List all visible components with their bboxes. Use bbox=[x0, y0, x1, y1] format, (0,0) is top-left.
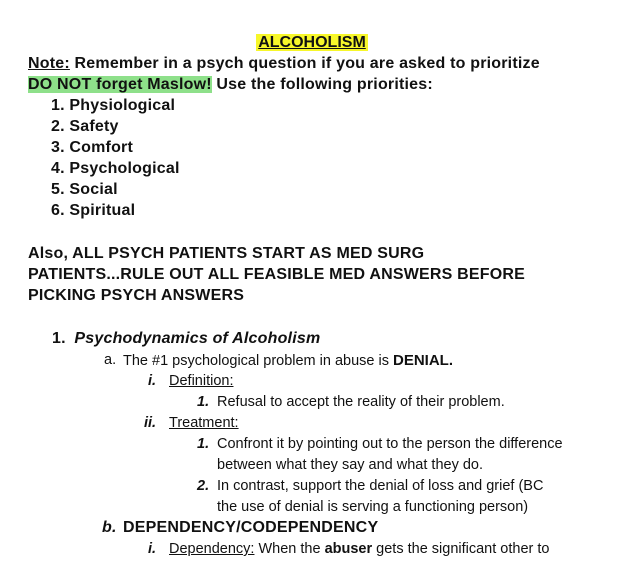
item-a-i-marker: i. bbox=[148, 373, 157, 389]
note-text-1: Remember in a psych question if you are asked to prioritize bbox=[69, 55, 540, 72]
also-line: PATIENTS...RULE OUT ALL FEASIBLE MED ANSWERS BEFORE bbox=[28, 266, 526, 283]
note-text-2: Use the following priorities: bbox=[211, 76, 433, 93]
item-a-ii-1-line-2: between what they say and what they do. bbox=[217, 457, 484, 473]
note-line-1 bbox=[28, 55, 540, 73]
item-a-ii-marker: ii. bbox=[144, 415, 157, 431]
priority-item: 2. Safety bbox=[51, 118, 119, 135]
priority-item: 6. Spiritual bbox=[51, 202, 136, 219]
item-a-marker: a. bbox=[104, 352, 117, 368]
item-a-ii-1-line-1: Confront it by pointing out to the person the difference bbox=[217, 436, 563, 452]
item-a-i-1-text: Refusal to accept the reality of their problem. bbox=[217, 394, 505, 410]
item-b-text: DEPENDENCY/CODEPENDENCY bbox=[123, 519, 379, 536]
also-line: PICKING PSYCH ANSWERS bbox=[28, 287, 245, 304]
treatment-label: Treatment: bbox=[169, 415, 239, 431]
note-line-2 bbox=[28, 76, 433, 94]
item-a-ii-2-line-1: In contrast, support the denial of loss and grief (BC bbox=[217, 478, 544, 494]
priority-item: 1. Physiological bbox=[51, 97, 176, 114]
definition-label: Definition: bbox=[169, 373, 234, 389]
item-a-i-1-marker: 1. bbox=[197, 394, 210, 410]
priority-item: 3. Comfort bbox=[51, 139, 134, 156]
section-heading: 1. Psychodynamics of Alcoholism bbox=[52, 330, 321, 347]
dependency-label: Dependency: bbox=[169, 541, 255, 557]
item-a-ii-2-line-2: the use of denial is serving a functioning person) bbox=[217, 499, 529, 515]
item-b-i-text: Dependency: When the abuser gets the significant other to bbox=[169, 541, 550, 557]
page-title: ALCOHOLISM bbox=[258, 34, 366, 51]
item-a-ii-2-marker: 2. bbox=[197, 478, 210, 494]
priority-item: 4. Psychological bbox=[51, 160, 180, 177]
item-a-text: The #1 psychological problem in abuse is DENIAL. bbox=[123, 352, 454, 369]
maslow-highlight: DO NOT forget Maslow! bbox=[28, 76, 212, 93]
item-b-marker: b. bbox=[102, 519, 117, 536]
item-a-ii-1-marker: 1. bbox=[197, 436, 210, 452]
also-line: Also, ALL PSYCH PATIENTS START AS MED SURG bbox=[28, 245, 425, 262]
priority-item: 5. Social bbox=[51, 181, 118, 198]
note-label: Note: bbox=[28, 55, 70, 72]
item-b-i-marker: i. bbox=[148, 541, 157, 557]
